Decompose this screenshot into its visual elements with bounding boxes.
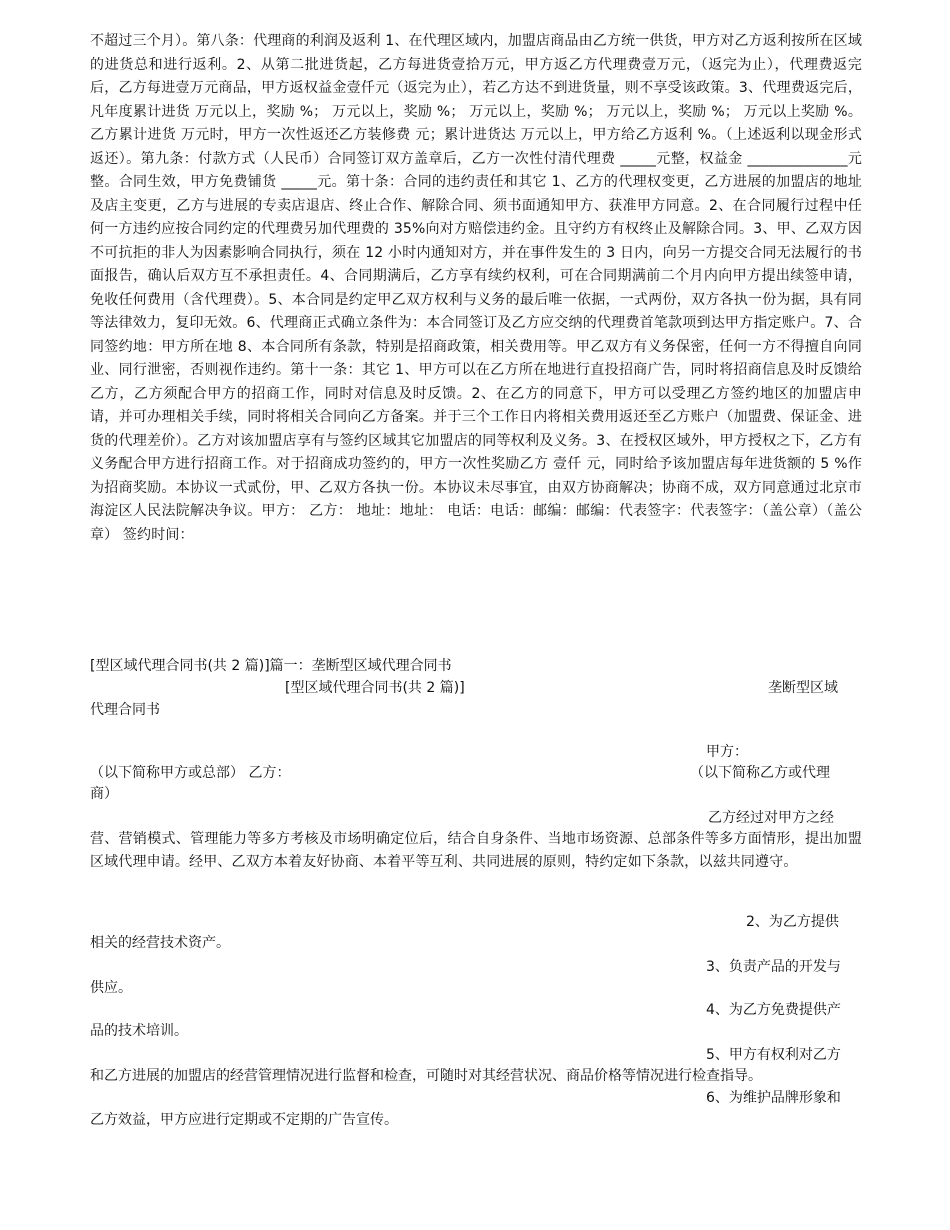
party-b-description-continuation: 商） [90,786,118,802]
contract-clauses-paragraph: 不超过三个月）。第八条：代理商的利润及返利 1、在代理区域内，加盟店商品由乙方统一供货，甲方对乙方返利按所在区域的进货总和进行返利。2、从第二批进货起，乙方每进货壹拾万元，甲方返乙方代理费壹万元，（返完为止），代理费返完后，乙方每进壹万元商品，甲方返权益金壹仟元（返完为止），若乙方达不到进货量，则不享受该政策。3、代理费返完后，凡年度累计进货 万元以上，奖励 %； 万元以上，奖励 %； 万元以上，奖励 %； 万元以上，奖励 %； 万元以上奖励 %。乙方累计进货 万元时，甲方一次性返还乙方装修费 元；累计进货达 万元以上，甲方给乙方返利 %。（上述返利以现金形式返还）。第九条：付款方式（人民币）合同签订双方盖章后，乙方一次性付清代理费 _____元整，权益金 ______________元整。合同生效，甲方免费铺货 _____元。第十条：合同的违约责任和其它 1、乙方的代理权变更，乙方进展的加盟店的地址及店主变更，乙方与进展的专卖店退店、终止合作、解除合同、须书面通知甲方、获准甲方同意。2、在合同履行过程中任何一方违约应按合同约定的代理费另加代理费的 35%向对方赔偿违约金。且守约方有权终止及解除合同。3、甲、乙双方因不可抗拒的非人为因素影响合同执行，须在 12 小时内通知对方，并在事件发生的 3 日内，向另一方提交合同无法履行的书面报告，确认后双方互不承担责任。4、合同期满后，乙方享有续约权利，可在合同期满前二个月内向甲方提出续签申请，免收任何费用（含代理费）。5、本合同是约定甲乙双方权利与义务的最后唯一依据，一式两份，双方各执一份为据，具有同等法律效力，复印无效。6、代理商正式确立条件为：本合同签订及乙方应交纳的代理费首笔款项到达甲方指定账户。7、合同签约地：甲方所在地 8、本合同所有条款，特别是招商政策，相关费用等。甲乙双方有义务保密，任何一方不得擅自向同业、同行泄密，否则视作违约。第十一条：其它 1、甲方可以在乙方所在地进行直投招商广告，同时将招商信息及时反馈给乙方，乙方须配合甲方的招商工作，同时对信息及时反馈。2、在乙方的同意下，甲方可以受理乙方签约地区的加盟店申请，并可办理相关手续，同时将相关合同向乙方备案。并于三个工作日内将相关费用返还至乙方账户（加盟费、保证金、进货的代理差价）。乙方对该加盟店享有与签约区域其它加盟店的同等权利及义务。3、在授权区域外，甲方授权之下，乙方有义务配合甲方进行招商工作。对于招商成功签约的，甲方一次性奖励乙方 壹仟 元，同时给予该加盟店每年进货额的 5 %作为招商奖励。本协议一式贰份，甲、乙双方各执一份。本协议未尽事宜，由双方协商解决；协商不成，双方同意通过北京市海淀区人民法院解决争议。甲方： 乙方： 地址：地址： 电话：电话：邮编：邮编：代表签字：代表签字：（盖公章）（盖公章） 签约时间： [90,33,862,543]
item-5-start: 5、甲方有权利对乙方 [706,1047,841,1063]
document-subtitle-right: 垄断型区域 [768,680,838,696]
document-title: [型区域代理合同书(共 2 篇)]篇一：垄断型区域代理合同书 [90,658,452,674]
item-4-start: 4、为乙方免费提供产 [706,1002,841,1018]
item-3-text: 供应。 [90,980,132,996]
party-b-description: （以下简称乙方或代理 [690,765,830,781]
item-6-start: 6、为维护品牌形象和 [706,1090,841,1106]
item-4-text: 品的技术培训。 [90,1023,188,1039]
intro-paragraph-start: 乙方经过对甲方之经 [708,810,834,826]
item-6-text: 乙方效益，甲方应进行定期或不定期的广告宣传。 [90,1112,398,1128]
intro-paragraph: 营、营销模式、管理能力等多方考核及市场明确定位后，结合自身条件、当地市场资源、总部条件等多方面情形，提出加盟区域代理申请。经甲、乙双方本着友好协商、本着平等互利、共同进展的原则，特约定如下条款，以兹共同遵守。 [90,831,862,870]
item-5-text: 和乙方进展的加盟店的经营管理情况进行监督和检查，可随时对其经营状况、商品价格等情况进行检查指导。 [90,1068,762,1084]
item-2-text: 相关的经营技术资产。 [90,935,230,951]
party-a-label: 甲方： [706,744,748,760]
item-2-start: 2、为乙方提供 [746,914,839,930]
document-subtitle: [型区域代理合同书(共 2 篇)] [285,680,465,696]
item-3-start: 3、负责产品的开发与 [706,959,841,975]
party-a-description: （以下简称甲方或总部） 乙方： [90,765,291,781]
document-subtitle-continuation: 代理合同书 [90,702,160,718]
